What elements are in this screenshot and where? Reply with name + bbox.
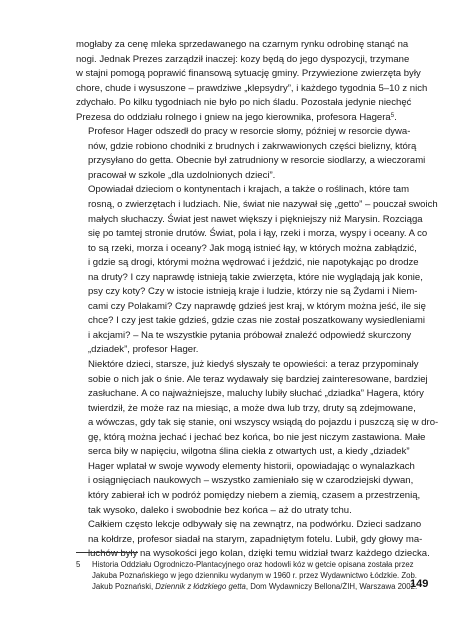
text-line: nogi. Jednak Prezes zarządził inaczej: kozy będą do jego dyspozycji, trzymane	[76, 53, 410, 65]
paragraph-2	[76, 125, 426, 183]
text-line: Prezesa do oddziału rolnego i gniew na jego kierownika, profesora Hagera	[76, 111, 391, 123]
paragraph-4	[76, 358, 439, 518]
text-line: na druty? I czy naprawdę istnieją takie zwierzęta, które nie wyglądają jak konie,	[88, 271, 423, 283]
text-line: sobie o nich jak o śnie. Ale teraz wydawały się bardziej zainteresowane, bardziej	[88, 373, 428, 385]
footnote-line	[92, 581, 418, 592]
body-text	[76, 38, 439, 562]
text-line: zdychało. Po kilku tygodniach nie było po nich śladu. Pozostała jedynie niechęć	[76, 97, 412, 109]
text-line: twierdził, że może raz na miesiąc, a może dwa lub trzy, druty są zdejmowane,	[88, 402, 416, 414]
text-line: chore, chude i wysuszone – prawdziwe „klepsydry”, i każdego tygodnia 5–10 z nich	[76, 82, 428, 94]
text-line: zasłuchane. A co najważniejsze, maluchy lubiły słuchać „dziadka” Hagera, który	[88, 388, 424, 400]
text-line: mogłaby za cenę mleka sprzedawanego na czarnym rynku odrobinę stanąć na	[76, 39, 409, 50]
footnote-reference[interactable]: 5	[390, 112, 395, 119]
text-line: Opowiadał dzieciom o kontynentach i krajach, a także o roślinach, które tam	[88, 184, 410, 196]
text-line: się po tamtej stronie drutów. Świat, pola i łąy, rzeki i morza, wyspy i oceany. A co	[88, 228, 428, 240]
text-line: Profesor Hager odszedł do pracy w resorcie słomy, później w resorcie dywa-	[88, 126, 411, 138]
text-line: małych słuchaczy. Świat jest nawet większy i piękniejszy niż Marysin. Rozciąga	[88, 213, 423, 225]
page-number: 149	[410, 578, 429, 590]
text-line: przysyłano do getta. Obecnie był zatrudniony w resorcie siodlarzy, a wieczorami	[88, 155, 426, 167]
footnote-divider	[76, 552, 138, 553]
citation-title: Dziennik z łódzkiego getta	[155, 582, 246, 592]
text-line: w stajni pomogą poprawić finansową sytuację gminy. Przywiezione zwierzęta były	[76, 68, 421, 80]
text-line: który zabierał ich w podróż pomiędzy niebem a ziemią, czasem a przestrzenią,	[88, 489, 421, 501]
text-line: „dziadek”, profesor Hager.	[88, 344, 199, 356]
text-line-with-footnote: Prezesa do oddziału rolnego i gniew na jego kierownika, profesora Hagera$^5$.	[76, 111, 397, 123]
footnote-text	[92, 559, 418, 592]
text-line: i akcjami? – Na te wszystkie pytania próbował znaleźć odpowiedź skurczony	[88, 329, 412, 341]
text-line: to są rzeki, morza i oceany? Jak mogą istnieć łąy, w których można zabłądzić,	[88, 242, 417, 254]
paragraph-1	[76, 38, 428, 125]
text-line: Całkiem często lekcje odbywały się na zewnątrz, na podwórku. Dzieci sadzano	[88, 519, 422, 531]
paragraph-5	[76, 518, 430, 562]
paragraph-3	[76, 183, 438, 358]
footnote-number: 5	[76, 560, 81, 569]
text-line: serca biły w napięciu, wilgotna ślina ciekła z otwartych ust, a kiedy „dziadek”	[88, 446, 410, 458]
text-line: chce? I czy jest takie gdzieś, gdzie czas nie został poszatkowany wysiedleniami	[88, 315, 425, 327]
text-line: Niektóre dzieci, starsze, już kiedyś słyszały te opowieści: a teraz przypominały	[88, 359, 419, 371]
citation-author: Jakub Poznański,	[92, 582, 156, 592]
footnote-line: Jakuba Poznańskiego w jego dzienniku wydanym w 1960 r. przez Wydawnictwo Łódzkie. Zob.	[92, 571, 417, 581]
text-line: psy czy koty? Czy w istocie istnieją kraje i ludzie, którzy nie są Żydami i Niem-	[88, 286, 418, 298]
text-line: rosną, o zwierzętach i ludziach. Nie, świat nie nazywał się „getto” – pouczał swoich	[88, 199, 438, 211]
text-line: nów, gdzie robiono chodniki z brudnych i zakrwawionych części bielizny, którą	[88, 140, 417, 152]
text-line: i gdzie są drogi, którymi można wędrować i jeździć, nie napotykając po drodze	[88, 257, 419, 269]
footnote-line: Historia Oddziału Ogrodniczo-Plantacyjnego oraz hodowli kóz w getcie opisana została przez	[92, 560, 414, 569]
text-line: gę, którą można jechać i jechać bez końca, bo nie jest niczym zastawiona. Małe	[88, 431, 426, 443]
text-line: na kołdrze, profesor siadał na starym, zapadniętym fotelu. Lubił, gdy głowy ma-	[88, 533, 423, 545]
text-line: tak wysoko, daleko i swobodnie bez końca – aż do utraty tchu.	[88, 504, 352, 516]
text-line: cami czy Polakami? Czy naprawdę gdzieś jest kraj, w którym można jeść, ile się	[88, 300, 426, 312]
citation-publisher: , Dom Wydawniczy Bellona/ŻIH, Warszawa 2002.	[245, 582, 418, 592]
text-line: luchów były na wysokości jego kolan, dzięki temu widział twarz każdego dziecka.	[88, 548, 430, 560]
text-line: Hager wplatał w swoje wywody elementy historii, opowiadając o wynalazkach	[88, 460, 415, 472]
text-line: i osiągnięciach naukowych – wszystko zamieniało się w czarodziejski dywan,	[88, 475, 414, 487]
text-line: a wówczas, gdy tak się stanie, oni wszyscy wsiądą do pojazdu i puszczą się w dro-	[88, 417, 439, 429]
text-line: pracował w szkole „dla uzdolnionych dzieci”.	[88, 169, 276, 181]
